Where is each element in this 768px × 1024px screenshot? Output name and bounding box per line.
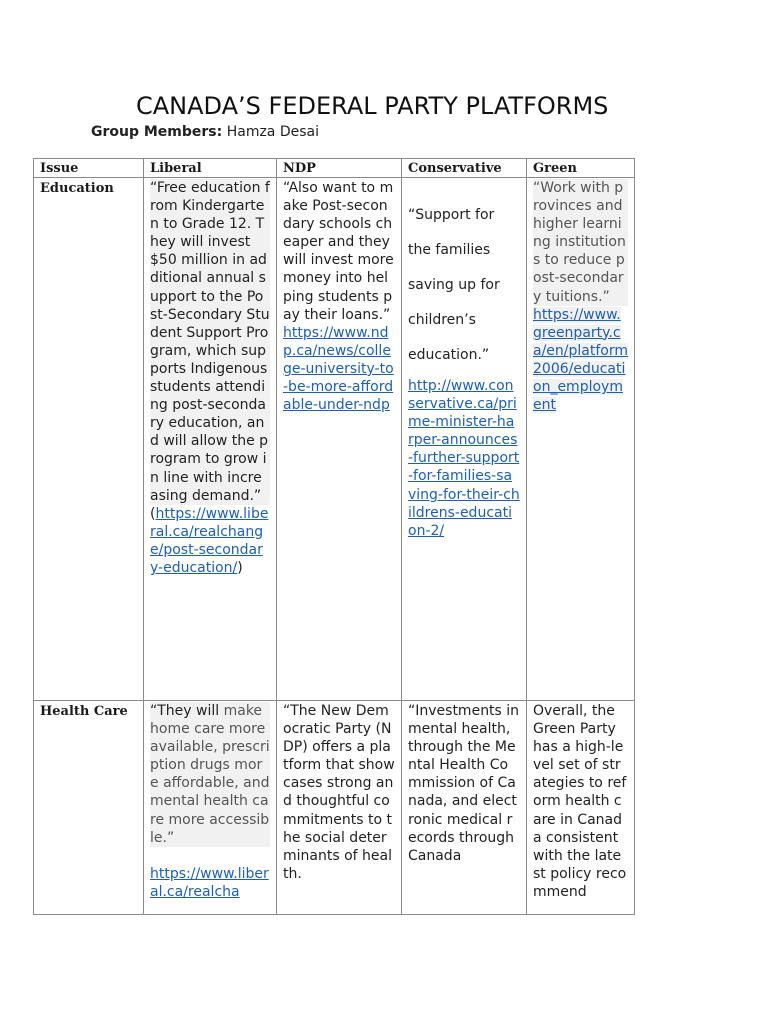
issue-health-care: Health Care — [34, 701, 144, 915]
group-members-label: Group Members — [91, 124, 217, 140]
page-title: CANADA’S FEDERAL PARTY PLATFORMS — [136, 92, 609, 120]
education-conservative-link[interactable]: http://www.conservative.ca/prime-minister-harper-announces-further-support-for-families-saving-for-their-childrens-education-2/ — [408, 378, 520, 539]
issue-education: Education — [34, 178, 144, 701]
health-green-text: Overall, the Green Party has a high-level set of strategies to reform health care in Canada consistent with the latest policy recommend — [533, 703, 627, 900]
health-conservative-text: “Investments in mental health, through the Mental Health Commission of Canada, and electronic medical records through Canada — [408, 703, 520, 864]
education-conservative-cell — [402, 178, 527, 701]
health-liberal-text-a: “They will — [150, 703, 220, 719]
education-liberal-link[interactable]: https://www.liberal.ca/realchange/post-secondary-education/ — [150, 505, 269, 576]
health-liberal-cell — [144, 701, 277, 915]
health-conservative-cell — [402, 701, 527, 915]
group-members-value: Hamza Desai — [226, 124, 319, 140]
education-liberal-link-open: ( — [150, 505, 156, 522]
health-liberal-link[interactable]: https://www.liberal.ca/realcha — [150, 865, 269, 900]
platform-table — [33, 158, 635, 915]
education-ndp-link[interactable]: https://www.ndp.ca/news/college-university-to-be-more-affordable-under-ndp — [283, 324, 394, 414]
group-members-line — [91, 124, 319, 140]
header-green: Green — [527, 159, 635, 178]
health-ndp-text: “The New Democratic Party (NDP) offers a platform that showcases strong and thoughtful commitments to the social determinants of health. — [283, 703, 395, 882]
group-members-separator: : — [216, 124, 223, 140]
header-conservative: Conservative — [402, 159, 527, 178]
education-ndp-cell — [277, 178, 402, 701]
health-green-cell — [527, 701, 635, 915]
health-ndp-cell — [277, 701, 402, 915]
education-liberal-text: “Free education from Kindergarten to Grade 12. They will invest $50 million in additional annual support to the Post-Secondary Student Support Program, which supports Indigenous students attending post-secondary education, and will allow the program to grow in line with increasing demand.” — [150, 180, 270, 504]
education-green-link[interactable]: https://www.greenparty.ca/en/platform2006/education_employment — [533, 306, 628, 414]
education-ndp-text: “Also want to make Post-secondary schools cheaper and they will invest more money into helping students pay their loans.” — [283, 180, 394, 323]
table-row-health-care — [34, 701, 635, 915]
education-liberal-cell — [144, 178, 277, 701]
education-green-text: “Work with provinces and higher learning institutions to reduce post-secondary tuitions.” — [533, 179, 628, 306]
table-header-row — [34, 159, 635, 178]
education-green-cell — [527, 178, 635, 701]
header-ndp: NDP — [277, 159, 402, 178]
header-liberal: Liberal — [144, 159, 277, 178]
health-liberal-text-b: make home care more available, prescription drugs more affordable, and mental health care more accessible.” — [150, 703, 270, 846]
education-conservative-text: “Support for the families saving up for children’s education.” — [408, 207, 500, 363]
table-row-education — [34, 178, 635, 701]
header-issue: Issue — [34, 159, 144, 178]
education-liberal-link-close: ) — [237, 559, 243, 576]
